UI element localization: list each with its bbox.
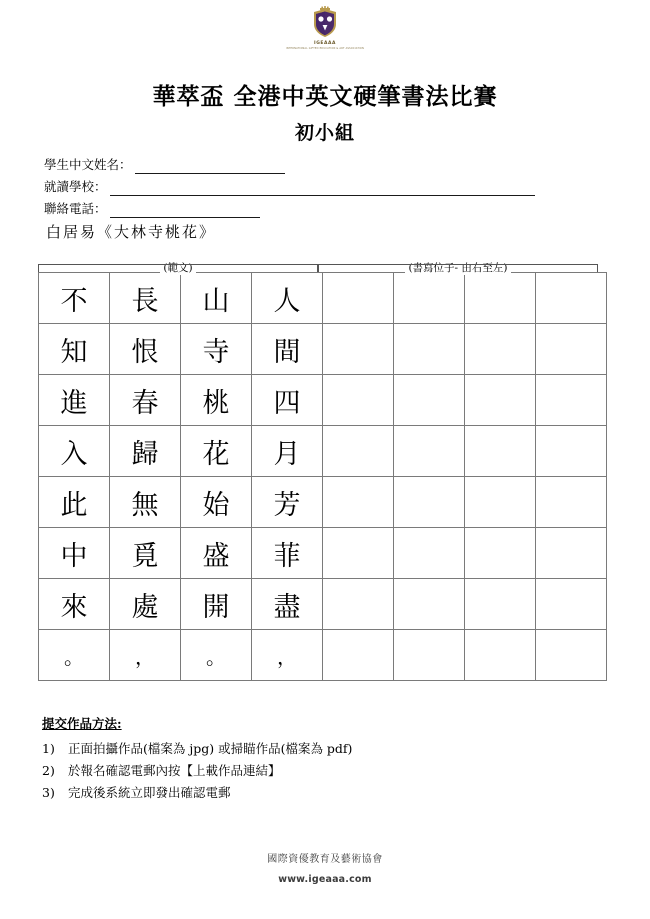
model-character-cell: 知 xyxy=(39,324,110,375)
logo-subtitle: INTERNATIONAL GIFTED EDUCATION & ART ASSOCIATION xyxy=(286,47,364,50)
writing-cell[interactable] xyxy=(465,426,536,477)
writing-cell[interactable] xyxy=(323,426,394,477)
writing-cell[interactable] xyxy=(394,375,465,426)
grid-row xyxy=(39,630,607,681)
model-character-cell: 人 xyxy=(252,273,323,324)
instruction-number-3: 3) xyxy=(42,785,55,800)
writing-cell[interactable] xyxy=(394,324,465,375)
writing-cell[interactable] xyxy=(465,273,536,324)
model-section-label: (範文) xyxy=(160,260,195,275)
writing-cell[interactable] xyxy=(394,579,465,630)
grid-row xyxy=(39,426,607,477)
writing-section-bracket xyxy=(318,264,598,272)
page-subtitle: 初小組 xyxy=(294,122,355,144)
writing-cell[interactable] xyxy=(536,630,607,681)
writing-cell[interactable] xyxy=(394,273,465,324)
model-character-cell: 盡 xyxy=(252,579,323,630)
student-name-label: 學生中文姓名： xyxy=(44,157,132,172)
page-title: 華萃盃 全港中英文硬筆書法比賽 xyxy=(152,83,498,110)
writing-cell[interactable] xyxy=(465,579,536,630)
phone-input[interactable] xyxy=(110,201,260,218)
model-section-bracket xyxy=(38,264,318,272)
model-character-cell: 。 xyxy=(181,630,252,681)
grid-row xyxy=(39,477,607,528)
writing-cell[interactable] xyxy=(465,375,536,426)
grid-row xyxy=(39,375,607,426)
model-section-header xyxy=(38,248,318,272)
student-info-form xyxy=(44,152,604,218)
phone-label: 聯絡電話： xyxy=(44,201,107,216)
writing-cell[interactable] xyxy=(536,273,607,324)
instruction-text-3: 完成後系統立即發出確認電郵 xyxy=(68,785,231,800)
page-footer xyxy=(0,850,650,885)
model-character-cell: 入 xyxy=(39,426,110,477)
writing-cell[interactable] xyxy=(465,324,536,375)
model-character-cell: 芳 xyxy=(252,477,323,528)
writing-cell[interactable] xyxy=(465,528,536,579)
writing-cell[interactable] xyxy=(394,477,465,528)
model-character-cell: ， xyxy=(110,630,181,681)
poem-title: 白居易《大林寺桃花》 xyxy=(46,223,217,241)
writing-cell[interactable] xyxy=(323,273,394,324)
model-character-cell: 此 xyxy=(39,477,110,528)
model-character-cell: ， xyxy=(252,630,323,681)
instruction-number-1: 1) xyxy=(42,741,55,756)
character-grid xyxy=(38,272,607,681)
model-character-cell: 菲 xyxy=(252,528,323,579)
writing-cell[interactable] xyxy=(323,528,394,579)
writing-cell[interactable] xyxy=(536,528,607,579)
model-character-cell: 月 xyxy=(252,426,323,477)
school-input[interactable] xyxy=(110,179,535,196)
model-character-cell: 來 xyxy=(39,579,110,630)
footer-organization: 國際資優教育及藝術協會 xyxy=(267,854,383,865)
writing-cell[interactable] xyxy=(323,375,394,426)
model-character-cell: 長 xyxy=(110,273,181,324)
logo-name: IGEAAA xyxy=(313,41,337,46)
model-character-cell: 中 xyxy=(39,528,110,579)
grid-row xyxy=(39,528,607,579)
writing-cell[interactable] xyxy=(323,630,394,681)
model-character-cell: 間 xyxy=(252,324,323,375)
model-character-cell: 盛 xyxy=(181,528,252,579)
writing-cell[interactable] xyxy=(536,324,607,375)
writing-cell[interactable] xyxy=(536,477,607,528)
field-row-phone xyxy=(44,196,604,218)
model-character-cell: 花 xyxy=(181,426,252,477)
model-character-cell: 無 xyxy=(110,477,181,528)
field-row-school xyxy=(44,174,604,196)
model-character-cell: 覓 xyxy=(110,528,181,579)
grid-section-headers xyxy=(38,248,598,272)
model-character-cell: 。 xyxy=(39,630,110,681)
instructions-heading: 提交作品方法: xyxy=(42,716,122,731)
school-label: 就讀學校： xyxy=(44,179,107,194)
writing-cell[interactable] xyxy=(465,630,536,681)
writing-cell[interactable] xyxy=(465,477,536,528)
model-character-cell: 進 xyxy=(39,375,110,426)
writing-cell[interactable] xyxy=(394,630,465,681)
writing-cell[interactable] xyxy=(536,426,607,477)
footer-url: www.igeaaa.com xyxy=(278,874,372,885)
model-character-cell: 春 xyxy=(110,375,181,426)
instruction-item-3 xyxy=(42,782,562,803)
instruction-item-1 xyxy=(42,738,562,759)
grid-row xyxy=(39,324,607,375)
writing-section-header xyxy=(318,248,598,272)
model-character-cell: 四 xyxy=(252,375,323,426)
writing-cell[interactable] xyxy=(323,477,394,528)
model-character-cell: 歸 xyxy=(110,426,181,477)
model-character-cell: 不 xyxy=(39,273,110,324)
organization-logo xyxy=(0,6,650,50)
writing-cell[interactable] xyxy=(394,426,465,477)
model-character-cell: 處 xyxy=(110,579,181,630)
instruction-item-2 xyxy=(42,760,562,781)
submission-instructions xyxy=(42,714,562,804)
writing-grid-area xyxy=(38,248,598,681)
model-character-cell: 恨 xyxy=(110,324,181,375)
writing-cell[interactable] xyxy=(323,579,394,630)
writing-cell[interactable] xyxy=(536,375,607,426)
model-character-cell: 山 xyxy=(181,273,252,324)
writing-cell[interactable] xyxy=(394,528,465,579)
student-name-input[interactable] xyxy=(135,157,285,174)
model-character-cell: 始 xyxy=(181,477,252,528)
instruction-text-1: 正面拍攝作品(檔案為 jpg) 或掃瞄作品(檔案為 pdf) xyxy=(68,741,353,756)
crest-icon xyxy=(310,6,340,40)
model-character-cell: 開 xyxy=(181,579,252,630)
model-character-cell: 桃 xyxy=(181,375,252,426)
writing-cell[interactable] xyxy=(536,579,607,630)
instruction-text-2: 於報名確認電郵內按【上載作品連結】 xyxy=(68,763,281,778)
instruction-number-2: 2) xyxy=(42,763,55,778)
grid-row xyxy=(39,273,607,324)
writing-cell[interactable] xyxy=(323,324,394,375)
grid-row xyxy=(39,579,607,630)
writing-section-label: (書寫位子- 由右至左) xyxy=(405,260,510,275)
model-character-cell: 寺 xyxy=(181,324,252,375)
field-row-student-name xyxy=(44,152,604,174)
